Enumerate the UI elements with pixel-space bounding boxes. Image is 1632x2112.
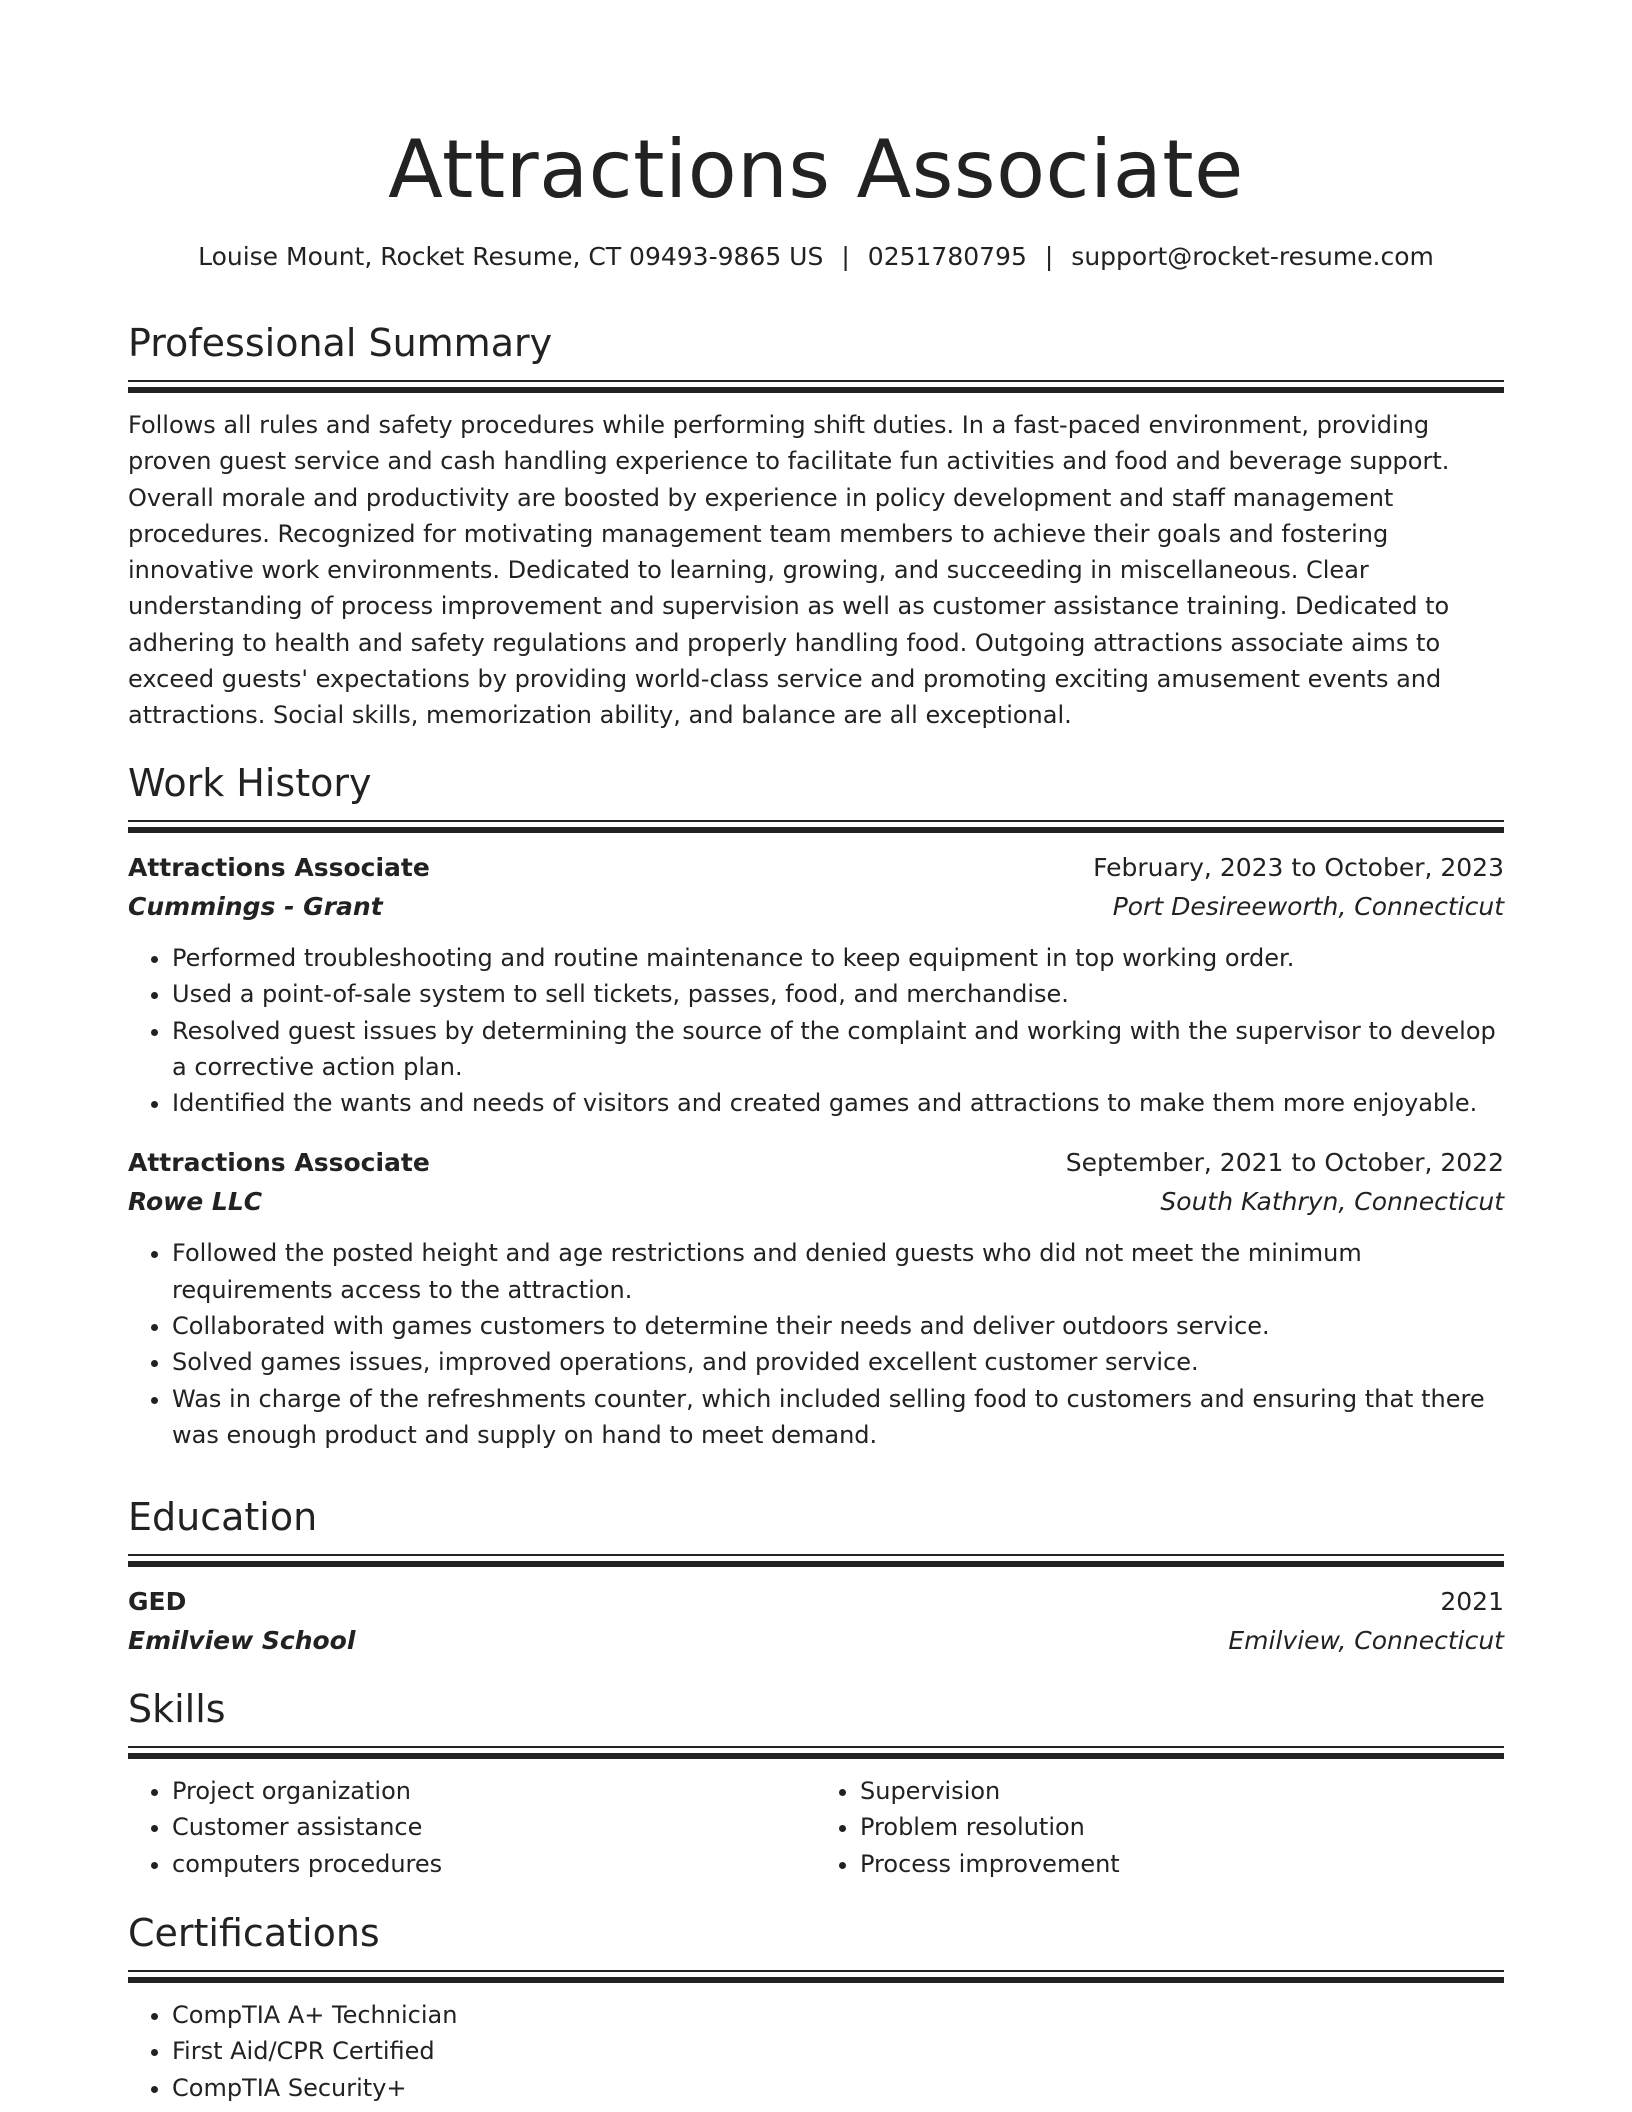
education-year: 2021	[1440, 1587, 1504, 1616]
section-rule-thick	[128, 1977, 1504, 1983]
list-item: • CompTIA A+ Technician	[172, 1997, 1504, 2033]
job-bullets	[128, 940, 1504, 1121]
list-item: • Performed troubleshooting and routine maintenance to keep equipment in top working order.	[172, 940, 1504, 976]
section-rule	[128, 820, 1504, 822]
list-item: • Process improvement	[860, 1846, 1504, 1882]
skills-heading: Skills	[128, 1687, 226, 1731]
certifications-list	[128, 1997, 1504, 2106]
section-rule	[128, 380, 1504, 382]
education-school: Emilview School	[128, 1626, 356, 1655]
section-rule	[128, 1970, 1504, 1972]
contact-separator: |	[841, 242, 850, 271]
resume-title: Attractions Associate	[388, 123, 1244, 216]
job-location: South Kathryn, Connecticut	[1160, 1187, 1504, 1217]
job-location: Port Desireeworth, Connecticut	[1112, 892, 1504, 921]
section-rule-thick	[128, 1753, 1504, 1759]
job-entry	[128, 1143, 1504, 1453]
list-item: • CompTIA Security+	[172, 2070, 1504, 2106]
job-dates: February, 2023 to October, 2023	[1093, 853, 1504, 882]
job-title: Attractions Associate	[128, 1148, 430, 1178]
section-rule	[128, 1554, 1504, 1556]
certifications-section	[128, 1908, 1504, 2106]
certifications-heading: Certifications	[128, 1911, 380, 1955]
summary-section	[128, 318, 1504, 734]
list-item: • First Aid/CPR Certified	[172, 2033, 1504, 2069]
contact-separator: |	[1044, 242, 1054, 271]
job-company: Cummings - Grant	[128, 892, 383, 921]
list-item: • Problem resolution	[860, 1809, 1504, 1845]
job-company: Rowe LLC	[128, 1187, 263, 1217]
section-rule-thick	[128, 1561, 1504, 1567]
education-degree: GED	[128, 1587, 187, 1616]
skills-list	[128, 1773, 1504, 1882]
list-item: • computers procedures	[172, 1846, 816, 1882]
job-dates: September, 2021 to October, 2022	[1065, 1148, 1504, 1178]
list-item: • Used a point-of-sale system to sell tickets, passes, food, and merchandise.	[172, 976, 1504, 1012]
section-rule-thick	[128, 827, 1504, 833]
section-rule-thick	[128, 387, 1504, 393]
list-item: • Identified the wants and needs of visitors and created games and attractions to make them more enjoyable.	[172, 1085, 1504, 1121]
skills-column-left	[128, 1773, 816, 1882]
list-item: • Project organization	[172, 1773, 816, 1809]
job-title: Attractions Associate	[128, 853, 430, 882]
list-item: • Followed the posted height and age restrictions and denied guests who did not meet the minimum requirements access to the attraction.	[172, 1235, 1504, 1308]
list-item: • Was in charge of the refreshments counter, which included selling food to customers and ensuring that there was enough product and supply on hand to meet demand.	[172, 1381, 1504, 1454]
work-section	[128, 758, 1504, 1453]
list-item: • Customer assistance	[172, 1809, 816, 1845]
contact-line	[128, 237, 1504, 277]
list-item: • Resolved guest issues by determining the source of the complaint and working with the supervisor to develop a corrective action plan.	[172, 1013, 1504, 1086]
education-heading: Education	[128, 1495, 318, 1539]
list-item: • Supervision	[860, 1773, 1504, 1809]
contact-phone: 0251780795	[867, 242, 1027, 271]
list-item: • Solved games issues, improved operations, and provided excellent customer service.	[172, 1344, 1504, 1380]
work-heading: Work History	[128, 761, 372, 805]
education-location: Emilview, Connecticut	[1228, 1626, 1504, 1655]
contact-email: support@rocket-resume.com	[1071, 242, 1434, 271]
summary-text: Follows all rules and safety procedures while performing shift duties. In a fast-paced environment, providing proven guest service and cash handling experience to facilitate fun activities and food and beverage support. Overall morale and productivity are boosted by experience in policy development and staff management procedures. Recognized for motivating management team members to achieve their goals and fostering innovative work environments. Dedicated to learning, growing, and succeeding in miscellaneous. Clear understanding of process improvement and supervision as well as customer assistance training. Dedicated to adhering to health and safety regulations and properly handling food. Outgoing attractions associate aims to exceed guests' expectations by providing world-class service and promoting exciting amusement events and attractions. Social skills, memorization ability, and balance are all exceptional.	[128, 411, 1450, 730]
skills-section	[128, 1684, 1504, 1882]
summary-heading: Professional Summary	[128, 321, 553, 365]
education-section	[128, 1492, 1504, 1660]
job-bullets	[128, 1235, 1504, 1453]
skills-column-right	[816, 1773, 1504, 1882]
section-rule	[128, 1746, 1504, 1748]
contact-address: Louise Mount, Rocket Resume, CT 09493-9865 US	[198, 242, 824, 271]
education-entry	[128, 1582, 1504, 1660]
list-item: • Collaborated with games customers to determine their needs and deliver outdoors service.	[172, 1308, 1504, 1344]
job-entry	[128, 848, 1504, 1121]
